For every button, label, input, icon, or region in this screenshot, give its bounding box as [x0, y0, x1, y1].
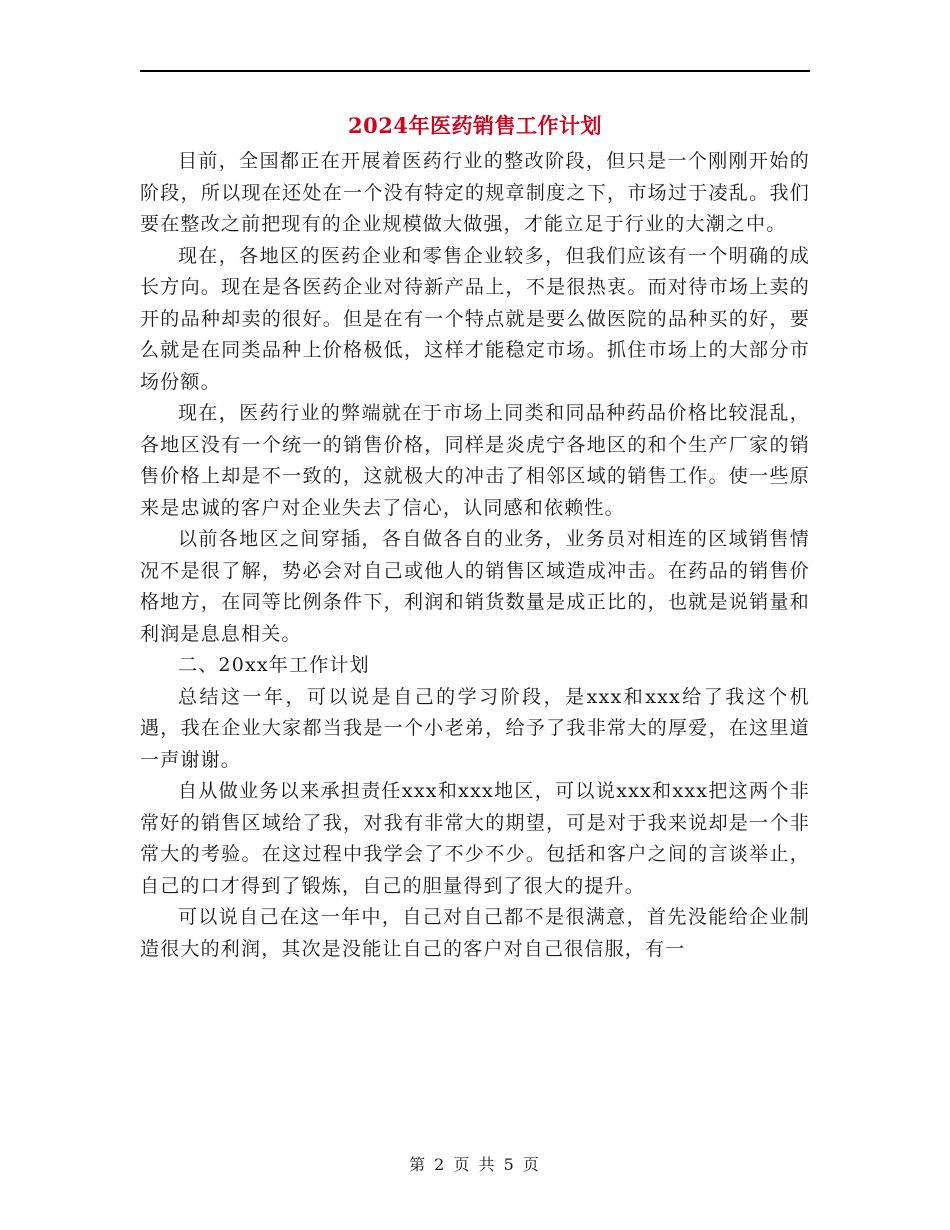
header-rule [140, 70, 810, 72]
body-paragraph: 总结这一年，可以说是自己的学习阶段，是xxx和xxx给了我这个机遇，我在企业大家都当我是一个小老弟，给予了我非常大的厚爱，在这里道一声谢谢。 [140, 685, 810, 771]
section-heading: 二、20xx年工作计划 [178, 654, 370, 676]
body-paragraph: 现在，各地区的医药企业和零售企业较多，但我们应该有一个明确的成长方向。现在是各医药企业对待新产品上，不是很热衷。而对待市场上卖的开的品种却卖的很好。但是在有一个特点就是要么做医院的品种买的好，要么就是在同类品种上价格极低，这样才能稳定市场。抓住市场上的大部分市场份额。 [140, 244, 810, 393]
body-paragraph: 以前各地区之间穿插，各自做各自的业务，业务员对相连的区域销售情况不是很了解，势必会对自己或他人的销售区域造成冲击。在药品的销售价格地方，在同等比例条件下，利润和销货数量是成正比的，也就是说销量和利润是息息相关。 [140, 528, 810, 645]
page-number-footer: 第 2 页 共 5 页 [409, 1155, 541, 1174]
body-paragraph: 自从做业务以来承担责任xxx和xxx地区，可以说xxx和xxx把这两个非常好的销售区域给了我，对我有非常大的期望，可是对于我来说却是一个非常大的考验。在这过程中我学会了不少不少。包括和客户之间的言谈举止，自己的口才得到了锻炼，自己的胆量得到了很大的提升。 [140, 780, 810, 897]
body-paragraph: 可以说自己在这一年中，自己对自己都不是很满意，首先没能给企业制造很大的利润，其次是没能让自己的客户对自己很信服，有一 [140, 906, 810, 960]
document-title: 2024年医药销售工作计划 [348, 113, 602, 138]
body-paragraph: 现在，医药行业的弊端就在于市场上同类和同品种药品价格比较混乱，各地区没有一个统一的销售价格，同样是炎虎宁各地区的和个生产厂家的销售价格上却是不一致的，这就极大的冲击了相邻区域的销售工作。使一些原来是忠诚的客户对企业失去了信心，认同感和依赖性。 [140, 402, 810, 519]
body-paragraph: 目前，全国都正在开展着医药行业的整改阶段，但只是一个刚刚开始的阶段，所以现在还处在一个没有特定的规章制度之下，市场过于凌乱。我们要在整改之前把现有的企业规模做大做强，才能立足于行业的大潮之中。 [140, 150, 810, 235]
document-body [140, 146, 810, 965]
